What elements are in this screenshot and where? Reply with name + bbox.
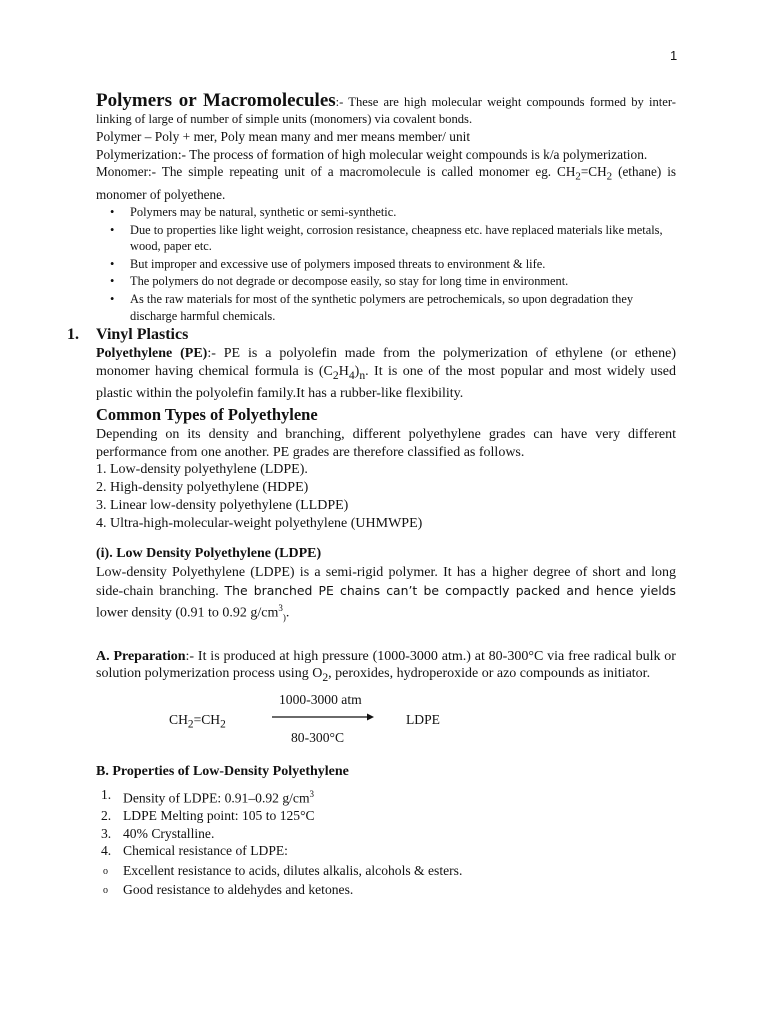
- page-number: 1: [670, 48, 678, 63]
- intro-title-sep: :-: [335, 95, 349, 109]
- list-item: • But improper and excessive use of polymers imposed threats to environment & life.: [130, 256, 676, 273]
- reaction-reactant: $CH_2=CH_2$: [169, 712, 226, 731]
- reaction-condition-temperature: 80-300°C: [291, 730, 345, 746]
- types-list-item: 2. High-density polyethylene (HDPE): [96, 480, 309, 496]
- section-number: 1.: [67, 326, 79, 344]
- polymer-facts-list: [96, 204, 676, 324]
- types-list-item: 4. Ultra-high-molecular-weight polyethylene (UHMWPE): [96, 515, 423, 531]
- list-item: 2. LDPE Melting point: 105 to 125°C: [101, 808, 315, 824]
- pe-label: Polyethylene (PE): [96, 346, 208, 362]
- list-item: 4. Chemical resistance of LDPE:: [101, 843, 288, 859]
- list-item: 3. 40% Crystalline.: [101, 825, 215, 841]
- list-item: • Polymers may be natural, synthetic or semi-synthetic.: [130, 204, 676, 221]
- reaction-equation: [96, 691, 676, 746]
- reaction-product: LDPE: [406, 712, 440, 728]
- list-item: 1. Density of LDPE: 0.91–0.92 $g/cm^3$: [101, 787, 315, 806]
- list-item: • As the raw materials for most of the synthetic polymers are petrochemicals, so upon degradation they discharge harmful chemicals.: [130, 291, 676, 324]
- section-heading-vinyl-plastics: [67, 326, 676, 344]
- ldpe-heading: (i). Low Density Polyethylene (LDPE): [96, 545, 322, 561]
- intro-definition: These are high molecular weight compounds formed by inter-linking of large of number of simple units (monomers) via covalent bonds.: [96, 95, 676, 126]
- intro-paragraph: [96, 92, 676, 128]
- polymer-etymology: Polymer – Poly + mer, Poly mean many and mer means member/ unit: [96, 129, 471, 144]
- types-heading: Common Types of Polyethylene: [96, 404, 318, 424]
- properties-heading: B. Properties of Low-Density Polyethylene: [96, 764, 349, 780]
- list-item: o Excellent resistance to acids, dilutes alkalis, alcohols & esters.: [103, 862, 463, 878]
- properties-list: [96, 786, 676, 899]
- ldpe-description: Low-density Polyethylene (LDPE) is a semi-rigid polymer. It has a higher degree of short and long side-chain branching. The branched PE chains can’t be compactly packed and hence yields lower density (0.91 to 0.92 $g/cm^3_)$.: [96, 564, 676, 623]
- reaction-arrow-icon: [272, 711, 374, 723]
- document-body: [67, 90, 677, 899]
- polymerization-definition: Polymerization:- The process of formation of high molecular weight compounds is k/a polymerization.: [96, 146, 648, 162]
- list-item: o Good resistance to aldehydes and ketones.: [103, 882, 354, 898]
- polyethylene-paragraph: Polyethylene (PE):- PE is a polyolefin made from the polymerization of ethylene (or ethene) monomer having chemical formula is $(C_2H_4)_n$. It is one of the most popular and most widely used plastic within the polyolefin family.It has a rubber-like flexibility.: [96, 346, 677, 401]
- intro-title: Polymers or Macromolecules: [96, 90, 336, 111]
- list-item: • The polymers do not degrade or decompose easily, so stay for long time in environment.: [130, 273, 676, 290]
- monomer-definition: Monomer:- The simple repeating unit of a macromolecule is called monomer eg. $CH_2=CH_2$ (ethane) is monomer of polyethene.: [96, 164, 676, 202]
- types-list-item: 1. Low-density polyethylene (LDPE).: [96, 462, 308, 478]
- section-title: Vinyl Plastics: [96, 326, 189, 344]
- preparation-paragraph: A. Preparation:- It is produced at high pressure (1000-3000 atm.) at 80-300°C via free radical bulk or solution polymerization process using $O_2$, peroxides, hydroperoxide or azo compounds as initiator.: [96, 648, 676, 685]
- types-list-item: 3. Linear low-density polyethylene (LLDPE): [96, 497, 349, 513]
- list-item: • Due to properties like light weight, corrosion resistance, cheapness etc. have replaced materials like metals, wood, paper etc.: [130, 222, 676, 255]
- types-description: Depending on its density and branching, different polyethylene grades can have very different performance from one another. PE grades are therefore classified as follows.: [96, 426, 676, 460]
- reaction-condition-pressure: 1000-3000 atm: [279, 692, 362, 708]
- preparation-label: A. Preparation: [96, 648, 186, 664]
